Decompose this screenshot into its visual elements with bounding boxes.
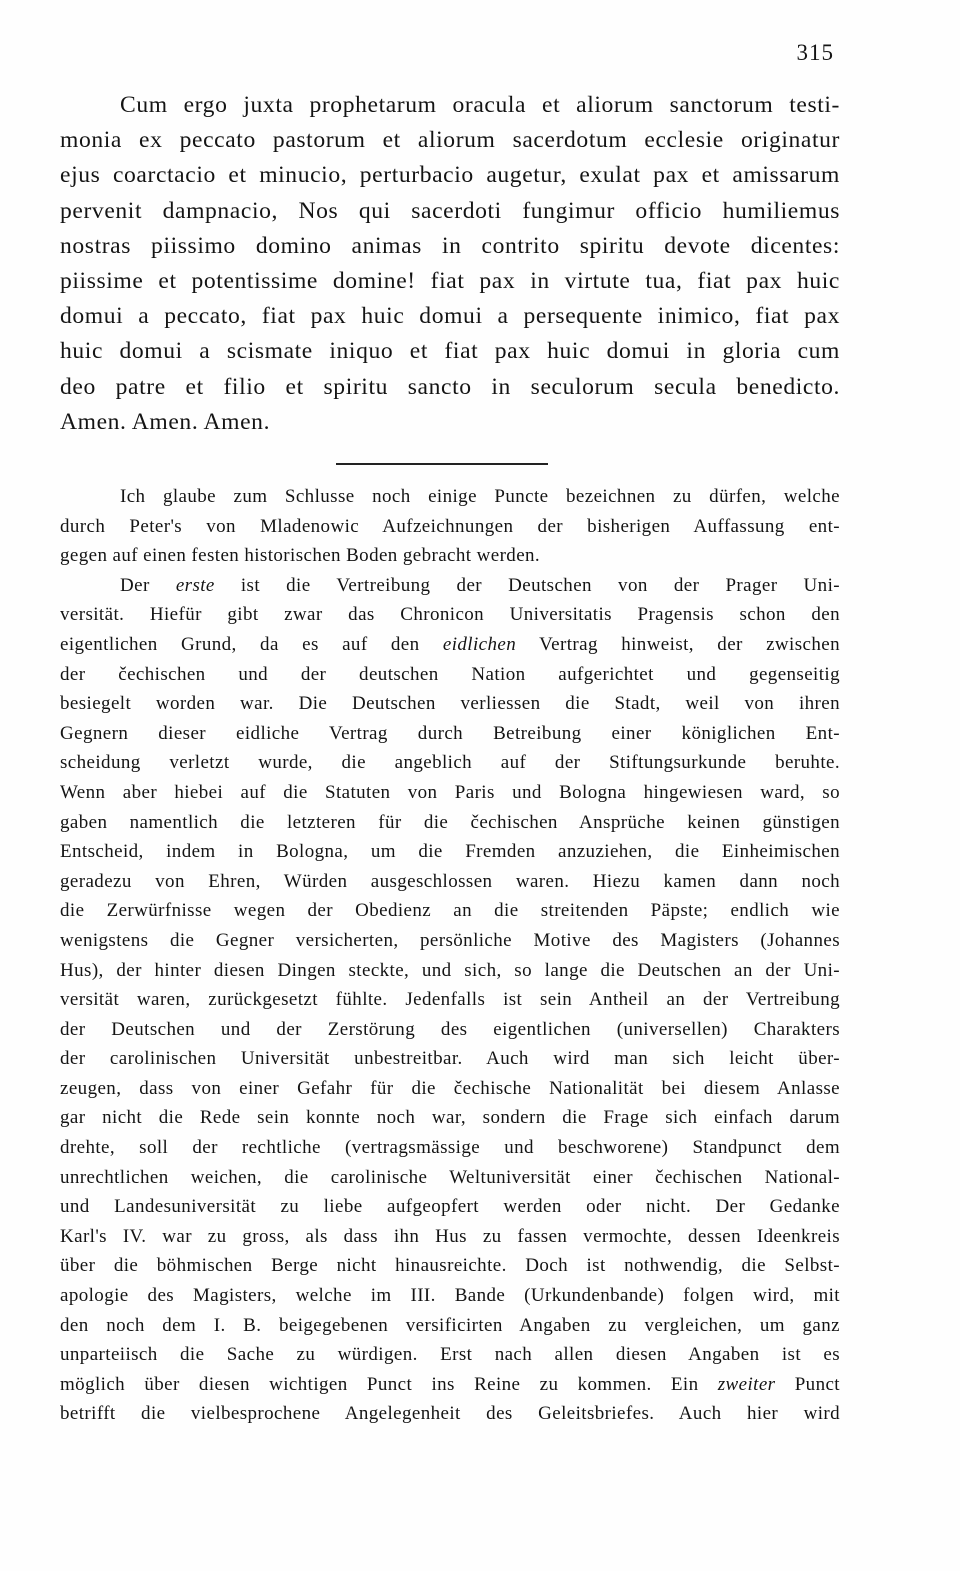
text-line: gar nicht die Rede sein konnte noch war, sondern die Frage sich einfach darum: [60, 1107, 840, 1129]
latin-prayer-paragraph: [60, 88, 840, 440]
text-line: die Zerwürfnisse wegen der Obedienz an die streitenden Päpste; endlich wie: [60, 900, 840, 922]
text-line: besiegelt worden war. Die Deutschen verliessen die Stadt, weil von ihren: [60, 693, 840, 715]
text-line: eigentlichen Grund, da es auf den eidlichen Vertrag hinweist, der zwischen: [60, 633, 840, 655]
text-line: Amen. Amen. Amen.: [60, 408, 271, 435]
page-number: 315: [796, 40, 834, 65]
text-line: der čechischen und der deutschen Nation aufgerichtet und gegenseitig: [60, 663, 840, 685]
text-line: Karl's IV. war zu gross, als dass ihn Hus zu fassen vermochte, dessen Ideenkreis: [60, 1225, 840, 1247]
text-line: drehte, soll der rechtliche (vertragsmässige und beschworene) Standpunct dem: [60, 1137, 840, 1159]
text-line: Entscheid, indem in Bologna, um die Fremden anzuziehen, die Einheimischen: [60, 841, 840, 863]
text-line: monia ex peccato pastorum et aliorum sacerdotum ecclesie originatur: [60, 127, 840, 154]
text-line: und Landesuniversität zu liebe aufgeopfert werden oder nicht. Der Gedanke: [60, 1196, 840, 1218]
text-line: möglich über diesen wichtigen Punct ins Reine zu kommen. Ein zweiter Punct: [60, 1373, 840, 1395]
text-line: durch Peter's von Mladenowic Aufzeichnungen der bisherigen Auffassung ent-: [60, 515, 840, 537]
text-line: den noch dem I. B. beigegebenen versificirten Angaben zu vergleichen, um ganz: [60, 1314, 840, 1336]
text-line: versität waren, zurückgesetzt fühlte. Jedenfalls ist sein Antheil an der Vertreibung: [60, 989, 840, 1011]
text-line: der Deutschen und der Zerstörung des eigentlichen (universellen) Charakters: [60, 1018, 840, 1040]
text-line: piissime et potentissime domine! fiat pax in virtute tua, fiat pax huic: [60, 268, 840, 295]
text-line: Der erste ist die Vertreibung der Deutschen von der Prager Uni-: [120, 574, 840, 596]
text-line: geradezu von Ehren, Würden ausgeschlossen waren. Hiezu kamen dann noch: [60, 870, 840, 892]
text-line: Hus), der hinter diesen Dingen steckte, und sich, so lange die Deutschen an der Uni-: [60, 959, 840, 981]
text-line: Wenn aber hiebei auf die Statuten von Paris und Bologna hingewiesen ward, so: [60, 781, 840, 803]
text-line: Cum ergo juxta prophetarum oracula et aliorum sanctorum testi-: [120, 92, 840, 118]
text-line: unparteiisch die Sache zu würdigen. Erst nach allen diesen Angaben ist es: [60, 1344, 840, 1366]
text-line: betrifft die vielbesprochene Angelegenheit des Geleitsbriefes. Auch hier wird: [60, 1403, 840, 1425]
text-line: der carolinischen Universität unbestreitbar. Auch wird man sich leicht über-: [60, 1048, 840, 1070]
text-line: gaben namentlich die letzteren für die čechischen Ansprüche keinen günstigen: [60, 811, 840, 833]
text-line: gegen auf einen festen historischen Boden gebracht werden.: [60, 545, 541, 567]
text-line: Gegnern dieser eidliche Vertrag durch Betreibung einer königlichen Ent-: [60, 722, 840, 744]
text-line: wenigstens die Gegner versicherten, persönliche Motive des Magisters (Johannes: [60, 929, 840, 951]
german-commentary: [60, 482, 840, 1429]
text-line: Ich glaube zum Schlusse noch einige Puncte bezeichnen zu dürfen, welche: [120, 486, 840, 507]
text-line: zeugen, dass von einer Gefahr für die čechische Nationalität bei diesem Anlasse: [60, 1077, 840, 1099]
text-line: domui a peccato, fiat pax huic domui a persequente inimico, fiat pax: [60, 303, 840, 330]
text-line: deo patre et filio et spiritu sancto in seculorum secula benedicto.: [60, 373, 840, 400]
section-divider: [336, 463, 548, 465]
text-line: versität. Hiefür gibt zwar das Chronicon Universitatis Pragensis schon den: [60, 604, 840, 626]
text-line: ejus coarctacio et minucio, perturbacio augetur, exulat pax et amissarum: [60, 162, 840, 189]
text-line: über die böhmischen Berge nicht hinausreichte. Doch ist nothwendig, die Selbst-: [60, 1255, 840, 1277]
text-line: pervenit dampnacio, Nos qui sacerdoti fungimur officio humiliemus: [60, 197, 840, 224]
text-line: unrechtlichen weichen, die carolinische Weltuniversität einer čechischen National-: [60, 1166, 840, 1188]
text-line: nostras piissimo domino animas in contrito spiritu devote dicentes:: [60, 232, 840, 259]
text-line: huic domui a scismate iniquo et fiat pax huic domui in gloria cum: [60, 338, 840, 365]
text-line: scheidung verletzt wurde, die angeblich auf der Stiftungsurkunde beruhte.: [60, 752, 840, 774]
text-line: apologie des Magisters, welche im III. Bande (Urkundenbande) folgen wird, mit: [60, 1285, 840, 1307]
